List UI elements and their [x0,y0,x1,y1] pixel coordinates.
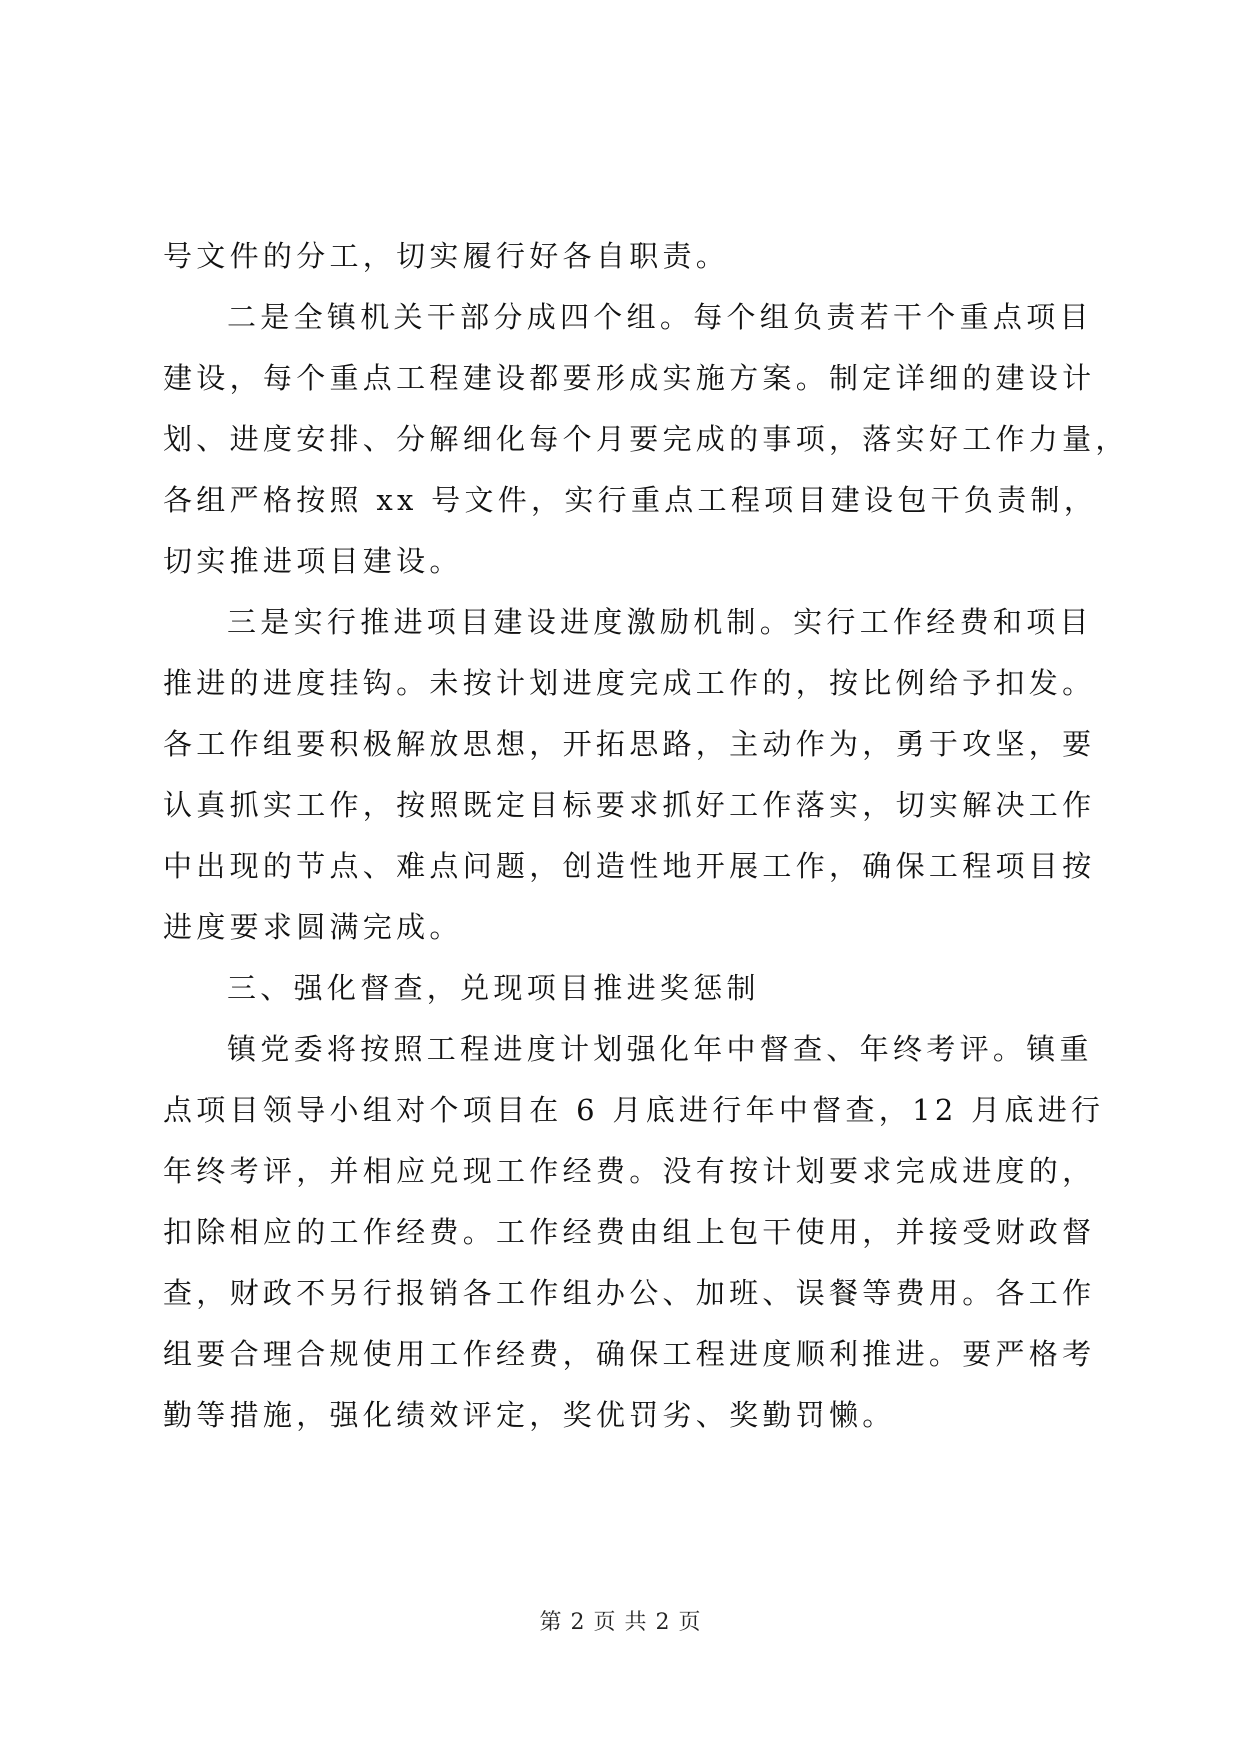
text-line: 各工作组要积极解放思想，开拓思路，主动作为，勇于攻坚，要 [163,727,1096,761]
text-line: 切实推进项目建设。 [163,544,463,578]
text-line: 二是全镇机关干部分成四个组。每个组负责若干个重点项目 [227,300,1093,334]
text-line: 号文件的分工，切实履行好各自职责。 [163,239,730,273]
text-line: 中出现的节点、难点问题，创造性地开展工作，确保工程项目按 [163,849,1096,883]
document-body [163,226,1129,1446]
text-line: 年终考评，并相应兑现工作经费。没有按计划要求完成进度的， [163,1154,1096,1188]
text-line: 组要合理合规使用工作经费，确保工程进度顺利推进。要严格考 [163,1337,1096,1371]
text-line: 扣除相应的工作经费。工作经费由组上包干使用，并接受财政督 [163,1215,1096,1249]
text-line: 勤等措施，强化绩效评定，奖优罚劣、奖勤罚懒。 [163,1398,896,1432]
text-line: 点项目领导小组对个项目在 6 月底进行年中督查，12 月底进行 [163,1093,1105,1127]
text-line: 三是实行推进项目建设进度激励机制。实行工作经费和项目 [227,605,1093,639]
text-line: 各组严格按照 xx 号文件，实行重点工程项目建设包干负责制， [163,483,1098,517]
text-line: 推进的进度挂钩。未按计划进度完成工作的，按比例给予扣发。 [163,666,1096,700]
text-line: 划、进度安排、分解细化每个月要完成的事项，落实好工作力量， [163,422,1129,456]
page-footer [0,1607,1241,1639]
text-line: 建设，每个重点工程建设都要形成实施方案。制定详细的建设计 [163,361,1096,395]
page-number-label: 第 2 页 共 2 页 [539,1610,702,1635]
section-heading: 三、强化督查，兑现项目推进奖惩制 [227,971,760,1005]
text-line: 进度要求圆满完成。 [163,910,463,944]
text-line: 镇党委将按照工程进度计划强化年中督查、年终考评。镇重 [227,1032,1093,1066]
text-line: 查，财政不另行报销各工作组办公、加班、误餐等费用。各工作 [163,1276,1096,1310]
text-line: 认真抓实工作，按照既定目标要求抓好工作落实，切实解决工作 [163,788,1096,822]
